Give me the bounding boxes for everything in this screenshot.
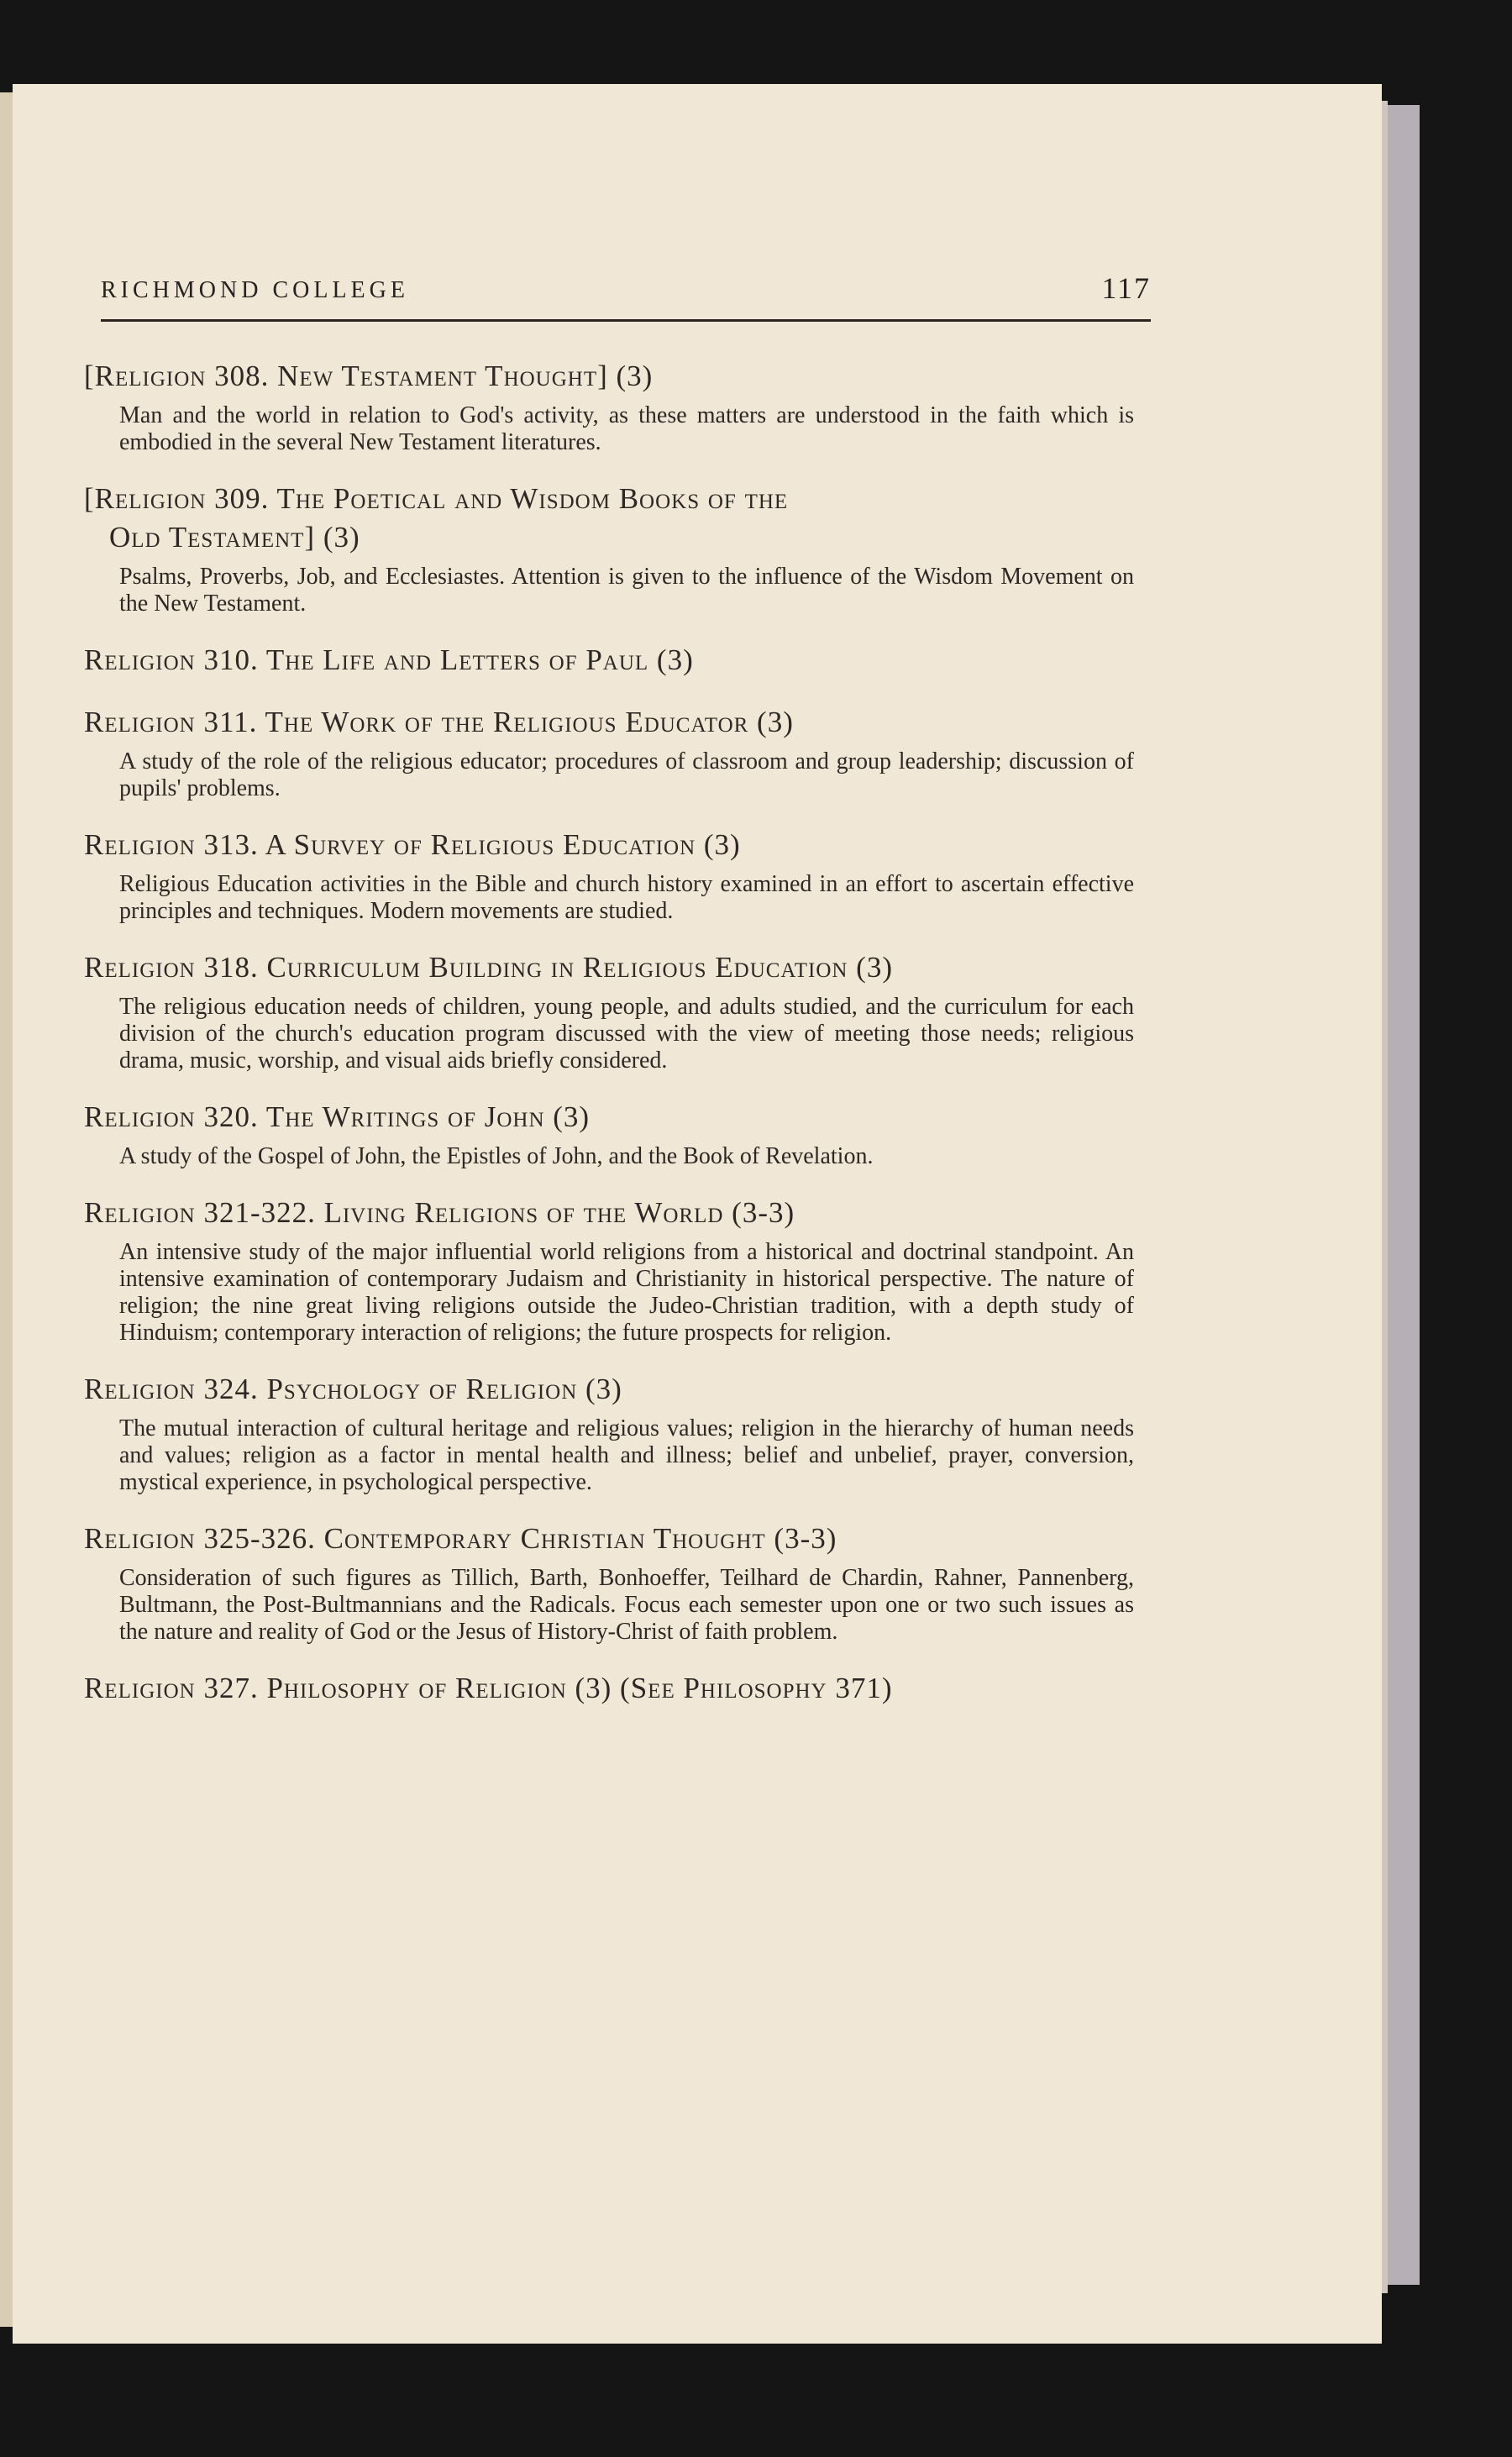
course-title: [Religion 308. New Testament Thought] (3) xyxy=(84,360,654,392)
course-description: Psalms, Proverbs, Job, and Ecclesiastes. Attention is given to the influence of the Wisdom Movement on the New Testament. xyxy=(119,564,1134,617)
course-description: A study of the role of the religious educator; procedures of classroom and group leadership; discussion of pupils' problems. xyxy=(119,748,1134,801)
course-title: Religion 313. A Survey of Religious Education (3) xyxy=(84,828,741,861)
course-entry-religion-325-326 xyxy=(84,1520,1134,1646)
course-title-line-2: Old Testament] (3) xyxy=(109,521,360,554)
course-title: Religion 327. Philosophy of Religion (3) (See Philosophy 371) xyxy=(84,1672,893,1704)
course-entry-religion-313 xyxy=(84,826,1134,925)
course-entry-religion-318 xyxy=(84,948,1134,1074)
running-head: RICHMOND COLLEGE xyxy=(101,277,409,303)
course-entry-religion-324 xyxy=(84,1370,1134,1496)
course-description: A study of the Gospel of John, the Epistles of John, and the Book of Revelation. xyxy=(119,1143,874,1169)
course-description: An intensive study of the major influential world religions from a historical and doctrinal standpoint. An intensive examination of contemporary Judaism and Christianity in historical perspective. The nature of religion; the nine great living religions outside the Judeo-Christian tradition, with a depth study of Hinduism; contemporary interaction of religions; the future prospects for religion. xyxy=(119,1239,1134,1346)
course-entry-religion-308 xyxy=(84,357,1134,456)
course-listing xyxy=(84,357,1134,1731)
course-description: Religious Education activities in the Bible and church history examined in an effort to ascertain effective principles and techniques. Modern movements are studied. xyxy=(119,871,1134,924)
page-header xyxy=(101,260,1151,322)
course-entry-religion-327 xyxy=(84,1669,1134,1708)
course-title-line-1: [Religion 309. The Poetical and Wisdom Books of the xyxy=(84,482,789,515)
course-entry-religion-321-322 xyxy=(84,1194,1134,1347)
page-number: 117 xyxy=(1101,271,1151,305)
course-entry-religion-311 xyxy=(84,703,1134,802)
course-title: Religion 318. Curriculum Building in Religious Education (3) xyxy=(84,951,893,984)
course-description: Consideration of such figures as Tillich, Barth, Bonhoeffer, Teilhard de Chardin, Rahner, Pannenberg, Bultmann, the Post-Bultmannians and the Radicals. Focus each semester upon one or two such issues as the nature and reality of God or the Jesus of History-Christ of faith problem. xyxy=(119,1565,1134,1645)
course-description: The religious education needs of children, young people, and adults studied, and the curriculum for each division of the church's education program discussed with the view of meeting those needs; religious drama, music, worship, and visual aids briefly considered. xyxy=(119,994,1134,1074)
course-entry-religion-309 xyxy=(84,480,1134,617)
course-title: Religion 325-326. Contemporary Christian Thought (3-3) xyxy=(84,1522,837,1555)
course-title: Religion 321-322. Living Religions of the World (3-3) xyxy=(84,1196,795,1229)
course-description: Man and the world in relation to God's activity, as these matters are understood in the faith which is embodied in the several New Testament literatures. xyxy=(119,402,1134,455)
course-entry-religion-320 xyxy=(84,1098,1134,1170)
course-title: Religion 324. Psychology of Religion (3) xyxy=(84,1373,622,1405)
course-title: Religion 310. The Life and Letters of Paul (3) xyxy=(84,643,694,676)
course-description: The mutual interaction of cultural heritage and religious values; religion in the hierarchy of human needs and values; religion as a factor in mental health and illness; belief and unbelief, prayer, conversion, mystical experience, in psychological perspective. xyxy=(119,1415,1134,1495)
course-title xyxy=(84,480,1134,557)
course-title: Religion 311. The Work of the Religious Educator (3) xyxy=(84,706,794,738)
course-entry-religion-310 xyxy=(84,641,1134,680)
course-title: Religion 320. The Writings of John (3) xyxy=(84,1100,591,1133)
